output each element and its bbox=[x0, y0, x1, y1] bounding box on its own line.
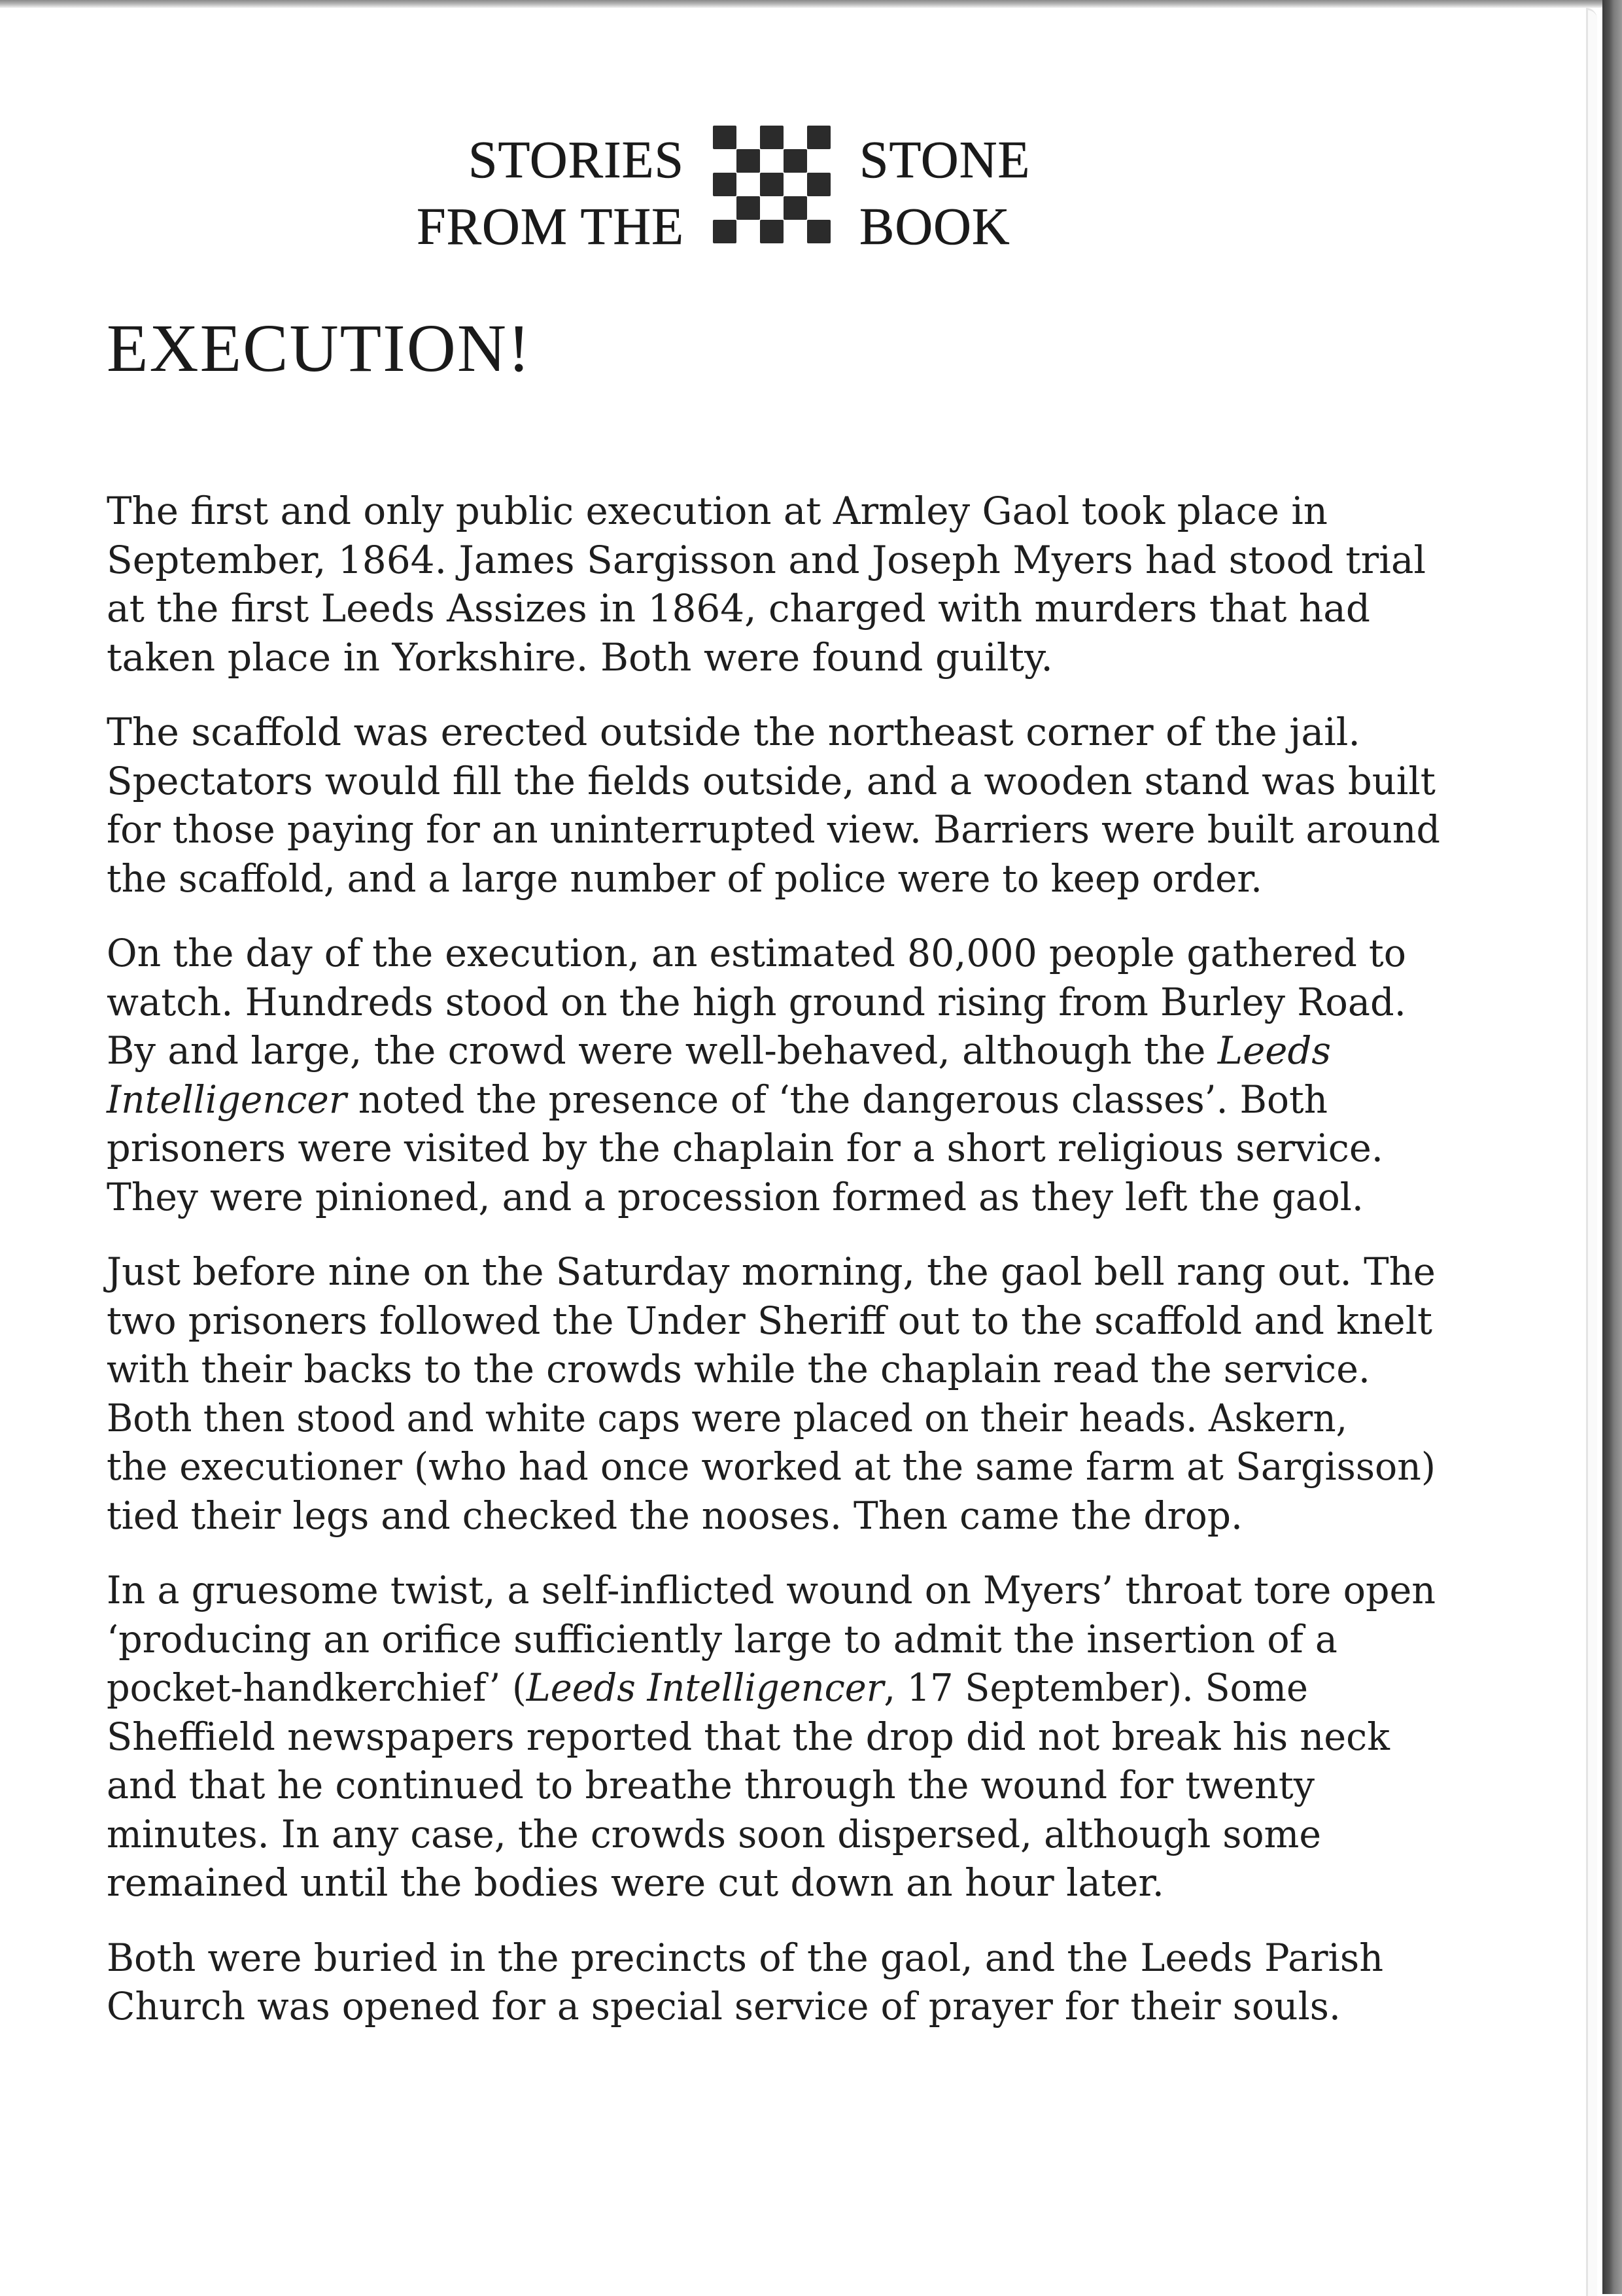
checker-cell bbox=[760, 196, 784, 220]
checker-cell bbox=[736, 220, 760, 243]
scan-top-edge bbox=[0, 0, 1622, 8]
checker-cell bbox=[784, 149, 807, 173]
text-run: pocket-handkerchief’ ( bbox=[107, 1665, 526, 1710]
text-run: noted the presence of ‘the dangerous classes’. Both bbox=[346, 1077, 1328, 1122]
checker-cell bbox=[784, 220, 807, 243]
checker-cell bbox=[784, 173, 807, 196]
paragraph bbox=[107, 1247, 1454, 1540]
checker-cell bbox=[760, 173, 784, 196]
text-line bbox=[107, 1173, 1424, 1222]
italic-citation: Leeds Intelligencer bbox=[526, 1665, 884, 1710]
masthead-word-from-the: FROM THE bbox=[417, 198, 684, 256]
checker-cell bbox=[760, 149, 784, 173]
checker-cell bbox=[760, 126, 784, 149]
text-line bbox=[107, 1247, 1447, 1296]
text-run: ‘producing an orifice sufficiently large to admit the insertion of a bbox=[107, 1616, 1337, 1661]
masthead-word-book: BOOK bbox=[859, 198, 1010, 256]
checker-cell bbox=[807, 126, 831, 149]
paragraph bbox=[107, 1934, 1454, 2031]
text-run: tied their legs and checked the nooses. Then came the drop. bbox=[107, 1493, 1243, 1538]
checker-cell bbox=[736, 196, 760, 220]
masthead-word-stories: STORIES bbox=[468, 131, 684, 189]
italic-citation: Intelligencer bbox=[107, 1077, 347, 1122]
text-line bbox=[107, 1026, 1448, 1075]
checker-cell bbox=[760, 220, 784, 243]
text-line bbox=[107, 633, 1466, 682]
checker-cell bbox=[807, 173, 831, 196]
text-line bbox=[107, 1810, 1426, 1859]
text-run: By and large, the crowd were well-behaved, although the bbox=[107, 1028, 1218, 1073]
masthead-logo bbox=[0, 126, 1622, 256]
text-line bbox=[107, 1982, 1426, 2031]
text-line bbox=[107, 757, 1446, 806]
text-run: Church was opened for a special service of prayer for their souls. bbox=[107, 1984, 1341, 2028]
text-run: , 17 September). Some bbox=[884, 1665, 1308, 1710]
scan-page-frame bbox=[1586, 8, 1597, 2296]
text-run: Sheffield newspapers reported that the drop did not break his neck bbox=[107, 1714, 1390, 1759]
text-run: prisoners were visited by the chaplain for a short religious service. bbox=[107, 1126, 1383, 1170]
text-run: and that he continued to breathe through the wound for twenty bbox=[107, 1763, 1315, 1807]
checker-cell bbox=[807, 220, 831, 243]
text-line bbox=[107, 487, 1448, 536]
text-run: They were pinioned, and a procession formed as they left the gaol. bbox=[107, 1174, 1364, 1219]
text-run: for those paying for an uninterrupted view. Barriers were built around bbox=[107, 807, 1440, 852]
masthead-word-stone: STONE bbox=[859, 131, 1031, 189]
text-run: two prisoners followed the Under Sheriff out to the scaffold and knelt bbox=[107, 1298, 1433, 1343]
checker-cell bbox=[713, 126, 736, 149]
checker-cell bbox=[713, 173, 736, 196]
text-line bbox=[107, 1713, 1437, 1762]
scan-binding-edge bbox=[1602, 0, 1622, 2294]
text-line bbox=[107, 1075, 1418, 1124]
checker-cell bbox=[713, 149, 736, 173]
checkerboard-icon bbox=[713, 126, 831, 243]
checker-cell bbox=[713, 196, 736, 220]
text-line bbox=[107, 805, 1440, 854]
text-line bbox=[107, 1442, 1436, 1491]
paragraph bbox=[107, 708, 1454, 903]
text-run: minutes. In any case, the crowds soon dispersed, although some bbox=[107, 1811, 1321, 1856]
checker-cell bbox=[784, 126, 807, 149]
text-line bbox=[107, 1663, 1400, 1713]
paragraph bbox=[107, 487, 1454, 682]
masthead-left-text bbox=[417, 127, 684, 260]
checker-cell bbox=[736, 149, 760, 173]
italic-citation: Leeds bbox=[1217, 1028, 1332, 1073]
text-run: Both were buried in the precincts of the gaol, and the Leeds Parish bbox=[107, 1935, 1384, 1980]
text-line bbox=[107, 978, 1438, 1027]
text-run: with their backs to the crowds while the chaplain read the service. bbox=[107, 1347, 1371, 1391]
text-line bbox=[107, 1394, 1379, 1443]
checker-cell bbox=[807, 149, 831, 173]
text-line bbox=[107, 1124, 1439, 1173]
text-run: remained until the bodies were cut down an hour later. bbox=[107, 1860, 1164, 1905]
text-run: the scaffold, and a large number of police were to keep order. bbox=[107, 856, 1263, 901]
text-line bbox=[107, 1615, 1432, 1664]
text-run: September, 1864. James Sargisson and Joseph Myers had stood trial bbox=[107, 537, 1426, 582]
text-line bbox=[107, 854, 1414, 903]
text-run: On the day of the execution, an estimated 80,000 people gathered to bbox=[107, 931, 1406, 975]
checker-cell bbox=[736, 173, 760, 196]
text-run: Spectators would fill the fields outside, and a wooden stand was built bbox=[107, 758, 1436, 803]
checker-cell bbox=[736, 126, 760, 149]
paragraph bbox=[107, 929, 1454, 1221]
text-run: Both then stood and white caps were placed on their heads. Askern, bbox=[107, 1395, 1348, 1440]
text-run: The scaffold was erected outside the northeast corner of the jail. bbox=[107, 710, 1360, 754]
text-line bbox=[107, 536, 1455, 585]
text-run: watch. Hundreds stood on the high ground rising from Burley Road. bbox=[107, 979, 1406, 1024]
text-run: In a gruesome twist, a self-inflicted wound on Myers’ throat tore open bbox=[107, 1568, 1436, 1612]
checker-cell bbox=[807, 196, 831, 220]
text-run: at the first Leeds Assizes in 1864, charged with murders that had bbox=[107, 586, 1370, 631]
text-line bbox=[107, 1761, 1434, 1810]
text-run: taken place in Yorkshire. Both were found guilty. bbox=[107, 635, 1053, 680]
text-line bbox=[107, 1934, 1436, 1983]
text-line bbox=[107, 584, 1454, 633]
text-line bbox=[107, 1296, 1438, 1346]
text-line bbox=[107, 929, 1426, 978]
article-body bbox=[107, 487, 1454, 2057]
text-run: The first and only public execution at Armley Gaol took place in bbox=[107, 489, 1328, 533]
text-line bbox=[107, 1491, 1421, 1540]
page-title: EXECUTION! bbox=[107, 311, 532, 386]
text-line bbox=[107, 1345, 1429, 1394]
text-run: Just before nine on the Saturday morning, the gaol bell rang out. The bbox=[107, 1249, 1436, 1294]
text-line bbox=[107, 1566, 1436, 1615]
paragraph bbox=[107, 1566, 1454, 1907]
text-line bbox=[107, 1858, 1447, 1907]
masthead-right-text bbox=[859, 127, 1030, 260]
checker-cell bbox=[784, 196, 807, 220]
checker-cell bbox=[713, 220, 736, 243]
text-line bbox=[107, 708, 1460, 757]
text-run: the executioner (who had once worked at the same farm at Sargisson) bbox=[107, 1444, 1436, 1489]
